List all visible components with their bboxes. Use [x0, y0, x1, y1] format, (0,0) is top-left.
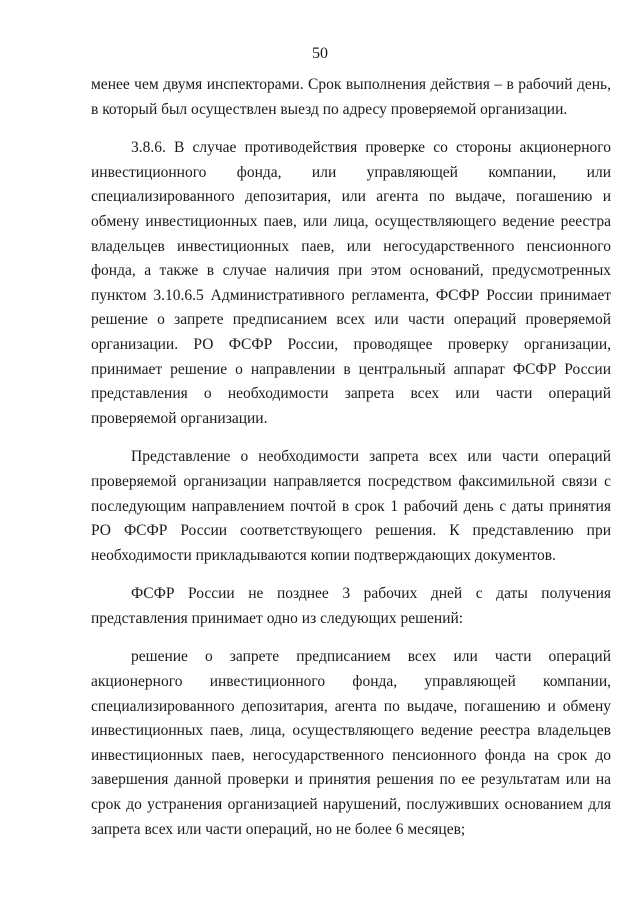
body-text — [91, 73, 611, 856]
paragraph-decision-prohibition: решение о запрете предписанием всех или части операций акционерного инвестиционного фонда, управляющей компании, специализированного депозитария, агента по выдаче, погашению и обмену инвестиционных паев, лица, осуществляющего ведение реестра владельцев инвестиционных паев, негосударственного пенсионного фонда на срок до завершения данной проверки и принятия решения по ее результатам или на срок до устранения организацией нарушений, послуживших основанием для запрета всех или части операций, но не более 6 месяцев; — [91, 648, 611, 838]
paragraph-representation: Представление о необходимости запрета всех или части операций проверяемой организации направляется посредством факсимильной связи с последующим направлением почтой в срок 1 рабочий день с даты принятия РО ФСФР России соответствующего решения. К представлению при необходимости прикладываются копии подтверждающих документов. — [91, 448, 611, 564]
page-number: 50 — [312, 45, 328, 62]
paragraph-continuation: менее чем двумя инспекторами. Срок выполнения действия – в рабочий день, в который был осуществлен выезд по адресу проверяемой организации. — [91, 76, 611, 118]
paragraph-decisions-intro: ФСФР России не позднее 3 рабочих дней с даты получения представления принимает одно из следующих решений: — [91, 585, 611, 627]
paragraph-3-8-6: 3.8.6. В случае противодействия проверке со стороны акционерного инвестиционного фонда, или управляющей компании, или специализированного депозитария, или агента по выдаче, погашению и обмену инвестиционных паев, или лица, осуществляющего ведение реестра владельцев инвестиционных паев, или негосударственного пенсионного фонда, а также в случае наличия при этом оснований, предусмотренных пунктом 3.10.6.5 Административного регламента, ФСФР России принимает решение о запрете предписанием всех или части операций проверяемой организации. РО ФСФР России, проводящее проверку организации, принимает решение о направлении в центральный аппарат ФСФР России представления о необходимости запрета всех или части операций проверяемой организации. — [91, 139, 611, 427]
